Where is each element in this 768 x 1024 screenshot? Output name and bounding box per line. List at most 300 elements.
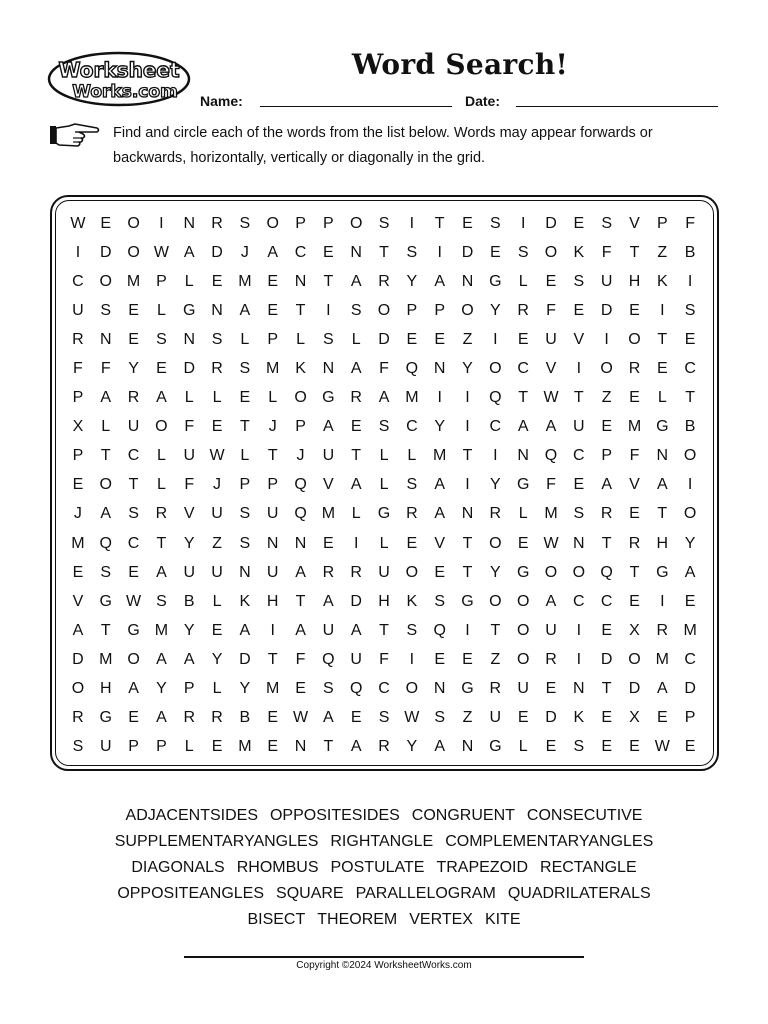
grid-letter[interactable]: C [684,650,696,668]
grid-letter[interactable]: C [489,418,502,436]
grid-letter[interactable]: O [127,214,140,232]
grid-letter[interactable]: Y [183,534,195,552]
grid-letter[interactable]: F [73,360,83,378]
grid-letter[interactable]: L [518,272,528,290]
grid-letter[interactable]: S [211,330,223,348]
grid-letter[interactable]: P [323,214,334,232]
grid-letter[interactable]: E [267,272,279,290]
grid-letter[interactable]: E [629,505,640,523]
grid-letter[interactable]: I [465,476,470,494]
grid-letter[interactable]: N [183,330,195,348]
grid-letter[interactable]: T [323,272,334,290]
grid-letter[interactable]: G [377,505,391,523]
grid-letter[interactable]: T [573,389,584,407]
grid-letter[interactable]: A [72,621,84,639]
grid-letter[interactable]: R [72,709,84,727]
grid-letter[interactable]: G [489,738,502,756]
grid-letter[interactable]: A [183,243,195,261]
grid-letter[interactable]: T [518,389,529,407]
grid-letter[interactable]: G [461,592,474,610]
grid-letter[interactable]: Y [211,650,223,668]
grid-letter[interactable]: U [489,709,502,727]
grid-letter[interactable]: E [684,592,696,610]
grid-letter[interactable]: L [296,330,305,348]
grid-letter[interactable]: R [628,360,641,378]
grid-letter[interactable]: R [489,680,502,698]
grid-letter[interactable]: D [545,214,557,232]
grid-letter[interactable]: S [490,214,501,232]
grid-letter[interactable]: X [72,418,84,436]
grid-letter[interactable]: W [292,709,309,727]
grid-letter[interactable]: G [489,272,502,290]
grid-letter[interactable]: V [545,360,557,378]
grid-letter[interactable]: L [212,389,222,407]
grid-letter[interactable]: O [99,272,112,290]
grid-letter[interactable]: O [99,476,112,494]
grid-letter[interactable]: L [518,505,528,523]
grid-letter[interactable]: O [71,680,85,698]
grid-letter[interactable]: H [266,592,279,610]
grid-letter[interactable]: N [294,738,307,756]
grid-letter[interactable]: H [628,272,641,290]
grid-letter[interactable]: O [405,680,419,698]
grid-letter[interactable]: A [183,650,195,668]
grid-letter[interactable]: S [100,301,112,319]
grid-letter[interactable]: A [434,738,446,756]
grid-letter[interactable]: C [127,447,140,465]
grid-letter[interactable]: D [461,243,474,261]
grid-letter[interactable]: I [604,330,609,348]
grid-letter[interactable]: G [516,476,530,494]
grid-letter[interactable]: B [684,418,696,436]
grid-letter[interactable]: N [350,243,362,261]
grid-letter[interactable]: F [184,418,195,436]
grid-letter[interactable]: L [379,534,389,552]
grid-letter[interactable]: N [573,534,585,552]
grid-letter[interactable]: K [656,272,668,290]
grid-letter[interactable]: O [572,563,586,581]
grid-letter[interactable]: G [656,563,669,581]
grid-letter[interactable]: U [573,418,585,436]
grid-letter[interactable]: Q [405,360,419,378]
grid-letter[interactable]: E [434,330,446,348]
grid-letter[interactable]: D [350,592,362,610]
grid-letter[interactable]: A [350,272,362,290]
grid-letter[interactable]: I [437,389,442,407]
grid-letter[interactable]: O [544,243,558,261]
grid-letter[interactable]: A [156,563,167,581]
grid-letter[interactable]: V [183,505,195,523]
grid-letter[interactable]: T [657,330,668,348]
grid-letter[interactable]: Y [462,360,473,378]
grid-letter[interactable]: C [127,534,140,552]
grid-letter[interactable]: U [266,505,279,523]
grid-letter[interactable]: Q [544,447,558,465]
grid-letter[interactable]: O [544,563,558,581]
grid-letter[interactable]: O [377,301,391,319]
grid-letter[interactable]: T [462,447,473,465]
grid-letter[interactable]: S [156,592,167,610]
grid-letter[interactable]: C [684,360,696,378]
grid-letter[interactable]: M [154,621,169,639]
grid-letter[interactable]: A [656,680,668,698]
grid-letter[interactable]: U [183,447,195,465]
grid-letter[interactable]: S [406,621,418,639]
grid-letter[interactable]: E [601,709,612,727]
grid-letter[interactable]: E [629,592,640,610]
grid-letter[interactable]: L [407,447,417,465]
grid-letter[interactable]: T [239,418,250,436]
grid-letter[interactable]: N [322,360,335,378]
grid-letter[interactable]: Y [684,534,696,552]
grid-letter[interactable]: Y [434,418,446,436]
grid-letter[interactable]: R [489,505,502,523]
grid-letter[interactable]: A [100,389,112,407]
grid-letter[interactable]: V [629,214,640,232]
grid-letter[interactable]: R [350,563,362,581]
grid-letter[interactable]: P [72,389,84,407]
grid-letter[interactable]: X [629,709,640,727]
grid-letter[interactable]: T [629,563,640,581]
grid-letter[interactable]: L [184,389,194,407]
grid-letter[interactable]: U [127,418,140,436]
grid-letter[interactable]: D [72,650,84,668]
grid-letter[interactable]: W [543,534,559,552]
grid-letter[interactable]: M [544,505,558,523]
grid-letter[interactable]: I [660,592,665,610]
grid-letter[interactable]: E [239,389,251,407]
grid-letter[interactable]: M [266,360,280,378]
grid-letter[interactable]: E [684,738,696,756]
grid-letter[interactable]: E [267,301,279,319]
grid-letter[interactable]: S [684,301,696,319]
grid-letter[interactable]: R [350,389,362,407]
grid-letter[interactable]: U [517,680,529,698]
grid-letter[interactable]: P [156,272,167,290]
grid-letter[interactable]: A [156,709,167,727]
grid-letter[interactable]: G [99,709,112,727]
grid-letter[interactable]: F [546,301,556,319]
grid-letter[interactable]: E [517,330,529,348]
grid-letter[interactable]: E [629,738,640,756]
grid-letter[interactable]: A [323,418,334,436]
grid-letter[interactable]: R [406,505,418,523]
grid-letter[interactable]: F [100,360,111,378]
grid-letter[interactable]: M [433,447,447,465]
grid-letter[interactable]: S [406,476,418,494]
grid-letter[interactable]: B [183,592,195,610]
grid-letter[interactable]: I [687,272,693,290]
grid-letter[interactable]: T [128,476,139,494]
grid-letter[interactable]: T [156,534,167,552]
grid-letter[interactable]: W [654,738,670,756]
grid-letter[interactable]: O [516,650,530,668]
grid-letter[interactable]: I [437,243,442,261]
grid-letter[interactable]: O [489,592,502,610]
grid-letter[interactable]: A [239,301,251,319]
grid-letter[interactable]: P [156,738,167,756]
grid-letter[interactable]: S [156,330,167,348]
grid-letter[interactable]: K [239,592,251,610]
grid-letter[interactable]: E [684,330,696,348]
grid-letter[interactable]: J [296,447,305,465]
grid-letter[interactable]: I [353,534,359,552]
grid-letter[interactable]: M [321,505,336,523]
grid-letter[interactable]: S [323,330,334,348]
grid-letter[interactable]: G [656,418,669,436]
grid-letter[interactable]: E [545,272,557,290]
grid-letter[interactable]: S [239,360,251,378]
grid-letter[interactable]: L [351,330,361,348]
grid-letter[interactable]: P [239,476,251,494]
grid-letter[interactable]: E [462,650,473,668]
grid-letter[interactable]: O [683,505,697,523]
grid-letter[interactable]: U [600,272,613,290]
grid-letter[interactable]: E [267,738,279,756]
grid-letter[interactable]: U [322,621,335,639]
grid-letter[interactable]: M [238,738,252,756]
grid-letter[interactable]: A [517,418,529,436]
grid-letter[interactable]: A [239,621,251,639]
grid-letter[interactable]: S [434,709,446,727]
grid-letter[interactable]: E [156,360,167,378]
grid-letter[interactable]: D [684,680,696,698]
grid-letter[interactable]: D [378,330,390,348]
grid-letter[interactable]: B [239,709,251,727]
grid-letter[interactable]: D [545,709,557,727]
grid-letter[interactable]: L [184,738,194,756]
grid-letter[interactable]: G [183,301,196,319]
grid-letter[interactable]: Q [489,389,502,407]
grid-letter[interactable]: Y [406,738,418,756]
grid-letter[interactable]: M [627,418,642,436]
grid-letter[interactable]: A [100,505,112,523]
grid-letter[interactable]: R [628,534,641,552]
grid-letter[interactable]: Y [490,301,501,319]
grid-letter[interactable]: O [489,534,502,552]
grid-letter[interactable]: U [72,301,84,319]
grid-letter[interactable]: G [516,563,530,581]
grid-letter[interactable]: A [350,360,362,378]
grid-letter[interactable]: E [656,360,668,378]
grid-letter[interactable]: W [209,447,225,465]
grid-letter[interactable]: M [71,534,85,552]
grid-letter[interactable]: A [434,505,446,523]
grid-letter[interactable]: L [379,476,389,494]
grid-letter[interactable]: C [573,447,585,465]
grid-letter[interactable]: L [657,389,667,407]
grid-letter[interactable]: E [517,534,529,552]
grid-letter[interactable]: Z [657,243,668,261]
grid-letter[interactable]: I [493,447,498,465]
grid-letter[interactable]: S [378,214,390,232]
grid-letter[interactable]: G [127,621,140,639]
grid-letter[interactable]: E [629,389,640,407]
grid-letter[interactable]: U [545,330,557,348]
grid-letter[interactable]: J [268,418,277,436]
grid-letter[interactable]: C [72,272,84,290]
grid-letter[interactable]: J [213,476,222,494]
grid-letter[interactable]: T [323,738,334,756]
grid-letter[interactable]: A [323,709,334,727]
grid-letter[interactable]: L [101,418,111,436]
grid-letter[interactable]: E [128,563,139,581]
grid-letter[interactable]: Q [349,680,363,698]
grid-letter[interactable]: P [601,447,612,465]
grid-letter[interactable]: L [156,476,166,494]
grid-letter[interactable]: O [628,330,641,348]
grid-letter[interactable]: A [434,476,446,494]
grid-letter[interactable]: T [462,563,473,581]
grid-letter[interactable]: K [295,360,306,378]
grid-letter[interactable]: E [573,214,585,232]
grid-letter[interactable]: Q [99,534,112,552]
grid-letter[interactable]: A [350,738,362,756]
grid-letter[interactable]: D [99,243,112,261]
grid-letter[interactable]: A [267,243,279,261]
grid-letter[interactable]: H [99,680,112,698]
grid-letter[interactable]: L [156,301,166,319]
grid-letter[interactable]: C [600,592,613,610]
grid-letter[interactable]: A [323,592,334,610]
grid-letter[interactable]: A [295,563,306,581]
grid-letter[interactable]: P [128,738,139,756]
grid-letter[interactable]: P [183,680,195,698]
grid-letter[interactable]: R [600,505,613,523]
grid-letter[interactable]: T [100,447,111,465]
grid-letter[interactable]: E [350,709,362,727]
grid-letter[interactable]: F [379,360,389,378]
name-field[interactable] [260,106,452,107]
grid-letter[interactable]: G [322,389,335,407]
grid-letter[interactable]: O [266,214,279,232]
grid-letter[interactable]: U [211,505,223,523]
grid-letter[interactable]: I [465,418,470,436]
grid-letter[interactable]: T [267,447,278,465]
grid-letter[interactable]: P [684,709,696,727]
grid-letter[interactable]: R [183,709,195,727]
grid-letter[interactable]: P [295,214,306,232]
grid-letter[interactable]: O [628,650,641,668]
grid-letter[interactable]: E [656,709,668,727]
grid-letter[interactable]: E [462,214,473,232]
grid-letter[interactable]: R [211,360,223,378]
grid-letter[interactable]: F [379,650,389,668]
grid-letter[interactable]: W [126,592,142,610]
grid-letter[interactable]: Y [156,680,167,698]
grid-letter[interactable]: L [379,447,389,465]
grid-letter[interactable]: Y [490,563,501,581]
grid-letter[interactable]: Y [406,272,418,290]
grid-letter[interactable]: V [629,476,640,494]
grid-letter[interactable]: P [434,301,446,319]
grid-letter[interactable]: W [404,709,420,727]
grid-letter[interactable]: P [267,476,279,494]
grid-letter[interactable]: J [73,505,82,523]
grid-letter[interactable]: E [323,534,334,552]
grid-letter[interactable]: O [516,621,530,639]
grid-letter[interactable]: N [99,330,112,348]
grid-letter[interactable]: E [573,476,585,494]
grid-letter[interactable]: S [573,505,585,523]
grid-letter[interactable]: T [379,243,389,261]
grid-letter[interactable]: R [545,650,557,668]
grid-letter[interactable]: S [434,592,446,610]
grid-letter[interactable]: D [183,360,195,378]
grid-letter[interactable]: U [266,563,279,581]
grid-letter[interactable]: T [685,389,696,407]
grid-letter[interactable]: W [70,214,86,232]
grid-letter[interactable]: S [350,301,362,319]
grid-letter[interactable]: N [211,301,223,319]
grid-letter[interactable]: T [657,505,668,523]
grid-letter[interactable]: N [433,680,446,698]
grid-letter[interactable]: C [294,243,307,261]
grid-letter[interactable]: M [683,621,697,639]
grid-letter[interactable]: L [156,447,166,465]
grid-letter[interactable]: T [295,592,306,610]
grid-letter[interactable]: I [576,650,582,668]
grid-letter[interactable]: A [684,563,696,581]
grid-letter[interactable]: T [379,621,389,639]
grid-letter[interactable]: U [211,563,223,581]
grid-letter[interactable]: I [409,650,415,668]
grid-letter[interactable]: F [184,476,195,494]
grid-letter[interactable]: U [545,621,557,639]
grid-letter[interactable]: E [128,330,139,348]
grid-letter[interactable]: Y [490,476,501,494]
grid-letter[interactable]: Y [183,621,195,639]
grid-letter[interactable]: I [465,389,470,407]
grid-letter[interactable]: Z [490,650,501,668]
grid-letter[interactable]: T [490,621,501,639]
grid-letter[interactable]: M [238,272,252,290]
grid-letter[interactable]: E [323,243,334,261]
grid-letter[interactable]: E [573,301,585,319]
grid-letter[interactable]: E [601,418,612,436]
grid-letter[interactable]: T [629,243,640,261]
grid-letter[interactable]: A [350,621,362,639]
grid-letter[interactable]: U [378,563,390,581]
grid-letter[interactable]: P [656,214,668,232]
grid-letter[interactable]: R [72,330,84,348]
grid-letter[interactable]: D [600,301,613,319]
grid-letter[interactable]: E [267,709,279,727]
grid-letter[interactable]: J [240,243,249,261]
grid-letter[interactable]: F [685,214,696,232]
grid-letter[interactable]: F [546,476,556,494]
grid-letter[interactable]: D [628,680,641,698]
grid-letter[interactable]: T [351,447,362,465]
grid-letter[interactable]: A [378,389,390,407]
grid-letter[interactable]: O [405,563,419,581]
grid-letter[interactable]: N [461,738,474,756]
grid-letter[interactable]: A [434,272,446,290]
grid-letter[interactable]: O [155,418,168,436]
grid-letter[interactable]: E [434,650,446,668]
grid-letter[interactable]: I [493,330,498,348]
grid-letter[interactable]: B [684,243,696,261]
grid-letter[interactable]: E [434,563,446,581]
grid-letter[interactable]: A [156,650,167,668]
grid-letter[interactable]: Q [294,505,307,523]
grid-letter[interactable]: O [127,243,140,261]
grid-letter[interactable]: U [183,563,195,581]
grid-letter[interactable]: U [322,447,335,465]
grid-letter[interactable]: E [350,418,362,436]
grid-letter[interactable]: I [576,621,582,639]
grid-letter[interactable]: O [461,301,474,319]
